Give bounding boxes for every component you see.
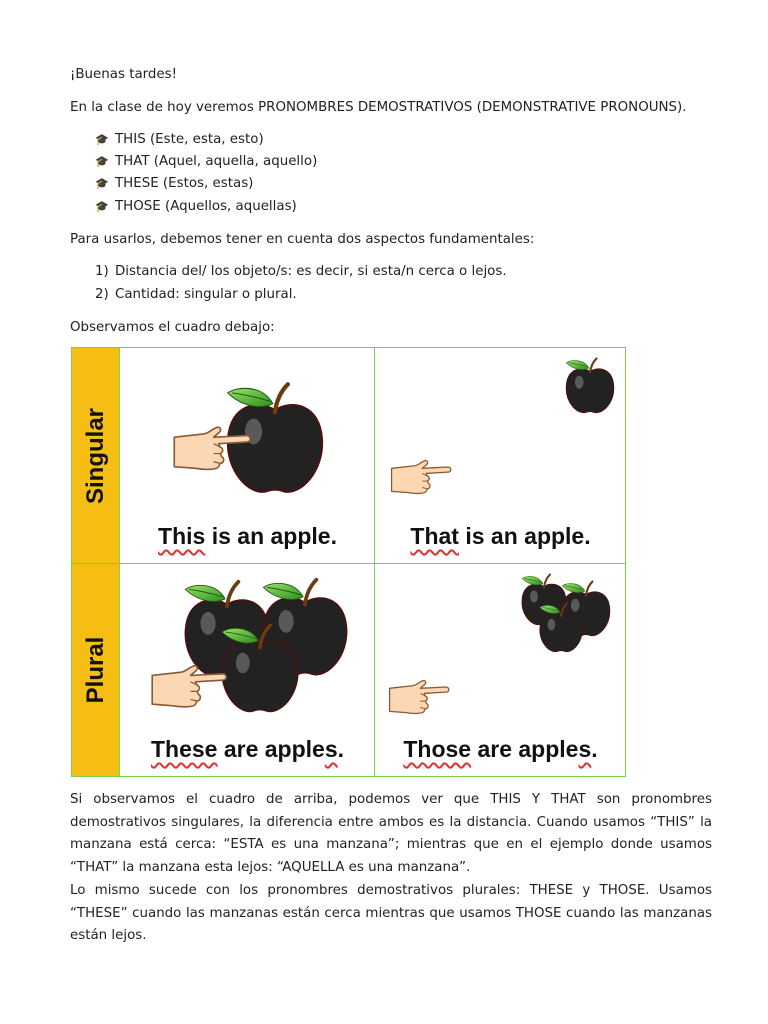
graduation-cap-icon: 🎓	[95, 155, 109, 168]
row-label-plural: Plural	[72, 563, 120, 776]
cell-these	[121, 564, 374, 776]
pronoun-item: 🎓 THIS (Este, esta, esto)	[95, 129, 264, 151]
pointing-hand-icon	[387, 676, 451, 716]
graduation-cap-icon: 🎓	[95, 200, 109, 213]
caption-those: Those are apples.	[403, 736, 598, 762]
pronoun-item: 🎓 THAT (Aquel, aquella, aquello)	[95, 151, 317, 173]
caption-these: These are apples.	[150, 736, 345, 762]
pronoun-item: 🎓 THESE (Estos, estas)	[95, 173, 253, 195]
pointing-hand-icon	[389, 456, 453, 496]
cell-that	[375, 348, 626, 563]
green-apple-icon	[537, 600, 585, 656]
aspect-item: 1) Distancia del/ los objeto/s: es decir, si esta/n cerca o lejos.	[95, 264, 507, 279]
aspect-item: 2) Cantidad: singular o plural.	[95, 287, 297, 302]
graduation-cap-icon: 🎓	[95, 177, 109, 190]
graduation-cap-icon: 🎓	[95, 133, 109, 146]
pointing-hand-icon	[149, 660, 229, 710]
green-apple-icon	[217, 618, 303, 720]
paragraph-2: Lo mismo sucede con los pronombres demostrativos plurales: THESE y THOSE. Usamos “THESE” cuando las manzanas están cerca mientras que usamos THOSE cuando las manzanas están lejos.	[70, 883, 712, 943]
pointing-hand-icon	[171, 422, 253, 472]
caption-that: That is an apple.	[410, 523, 591, 549]
aspects-intro: Para usarlos, debemos tener en cuenta dos aspectos fundamentales:	[70, 232, 535, 247]
pronoun-item: 🎓 THOSE (Aquellos, aquellas)	[95, 196, 297, 218]
greeting: ¡Buenas tardes!	[70, 67, 178, 82]
demonstrative-pronouns-figure	[71, 347, 626, 777]
cell-those	[375, 564, 626, 776]
caption-this: This is an apple.	[158, 523, 337, 549]
paragraph-1: Si observamos el cuadro de arriba, podemos ver que THIS Y THAT son pronombres demostrativos singulares, la diferencia entre ambos es la distancia. Cuando usamos “THIS” la manzana está cerca: “ESTA es una manzana”; mientras que en el ejemplo donde usamos “THAT” la manzana esta lejos: “AQUELLA es una manzana”.	[70, 792, 712, 875]
cell-this	[121, 348, 374, 563]
observe-text: Observamos el cuadro debajo:	[70, 320, 275, 335]
row-label-singular: Singular	[72, 348, 120, 563]
intro-text: En la clase de hoy veremos PRONOMBRES DEMOSTRATIVOS (DEMONSTRATIVE PRONOUNS).	[70, 100, 687, 115]
red-apple-icon	[563, 356, 617, 416]
